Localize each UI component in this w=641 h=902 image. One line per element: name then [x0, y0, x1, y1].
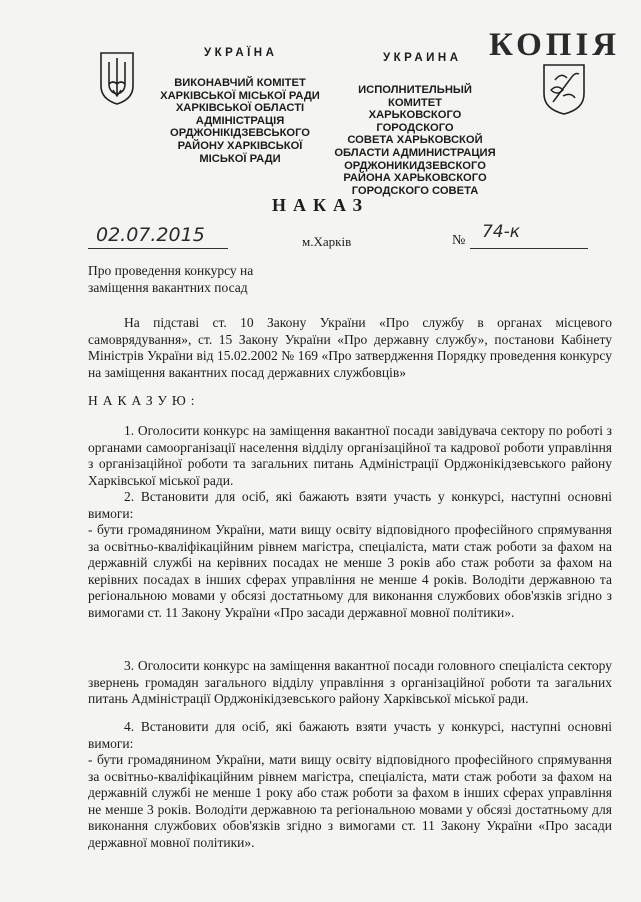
country-name-ua: УКРАЇНА: [204, 47, 278, 59]
document-subject: Про проведення конкурсу на заміщення вакантних посад: [88, 263, 254, 295]
order-item-3: 3. Оголосити конкурс на заміщення вакантної посади головного спеціаліста сектору звернень громадян загального відділу управління з організаційної роботи та загальних питань Адміністрації Орджонікідзевського району Харківської міської ради.: [88, 658, 612, 706]
trident-emblem-icon: [98, 50, 136, 106]
document-city: м.Харків: [302, 234, 352, 249]
organization-name-ua: ВИКОНАВЧИЙ КОМІТЕТ ХАРКІВСЬКОЇ МІСЬКОЇ РАДИ ХАРКІВСЬКОЇ ОБЛАСТІ АДМІНІСТРАЦІЯ ОРДЖОНІКІДЗЕВСЬКОГО РАЙОНУ ХАРКІВСЬКОЇ МІСЬКОЇ РАДИ: [160, 77, 320, 165]
organization-name-ru: ИСПОЛНИТЕЛЬНЫЙ КОМИТЕТ ХАРЬКОВСКОГО ГОРОДСКОГО СОВЕТА ХАРЬКОВСКОЙ ОБЛАСТИ АДМИНИСТРАЦИЯ ОРДЖОНИКИДЗЕВСКОГО РАЙОНА ХАРЬКОВСКОГО ГОРОДСКОГО СОВЕТА: [334, 84, 496, 197]
basis-paragraph: На підставі ст. 10 Закону України «Про службу в органах місцевого самоврядування», ст. 15 Закону України «Про державну службу», постанови Кабінету Міністрів України від 15.02.2002 № 169 «Про затвердження Порядку проведення конкурсу на заміщення вакантних посад державних службовців»: [88, 315, 612, 380]
kharkiv-coat-of-arms-icon: [541, 62, 587, 116]
document-title: НАКАЗ: [271, 195, 370, 215]
order-item-2-requirements: - бути громадянином України, мати вищу освіту відповідного професійного спрямування за освітньо-кваліфікаційним рівнем магістра, спеціаліста, мати стаж роботи за фахом на державній службі на керівних посадах не менше 3 років або стаж роботи за фахом на керівних посадах в інших сферах управління не менше 4 років. Володіти державною та регіональною мовами у обсязі достатньому для виконання службових обов'язків згідно з вимогами ст. 11 Закону України «Про засади державної мовної політики».: [88, 522, 612, 620]
country-name-ru: УКРАИНА: [383, 52, 462, 64]
order-item-4: 4. Встановити для осіб, які бажають взяти участь у конкурсі, наступні основні вимоги:: [88, 719, 612, 751]
orders-heading: НАКАЗУЮ:: [88, 393, 200, 408]
order-item-2: 2. Встановити для осіб, які бажають взяти участь у конкурсі, наступні основні вимоги:: [88, 489, 612, 521]
document-date: 02.07.2015: [96, 224, 205, 246]
number-sign: №: [452, 233, 466, 248]
document-number: 74-к: [482, 222, 521, 242]
copy-stamp: КОПІЯ: [489, 27, 621, 63]
order-item-4-requirements: - бути громадянином України, мати вищу освіту відповідного професійного спрямування за освітньо-кваліфікаційним рівнем магістра, спеціаліста, мати стаж роботи за фахом на державній службі не менше 1 року або стаж роботи за фахом в інших сферах управління не менше 3 років. Володіти державною та регіональною мовами у обсязі достатньому для виконання службових обов'язків згідно з вимогами ст. 11 Закону України «Про засади державної мовної політики».: [88, 752, 612, 850]
date-underline: [88, 248, 228, 249]
number-underline: [470, 248, 588, 249]
order-item-1: 1. Оголосити конкурс на заміщення вакантної посади завідувача сектору по роботі з органами самоорганізації населення відділу організаційної та кадрової роботи управління з організаційної роботи та загальних питань Адміністрації Орджонікідзевського району Харківської міської ради.: [88, 423, 612, 488]
